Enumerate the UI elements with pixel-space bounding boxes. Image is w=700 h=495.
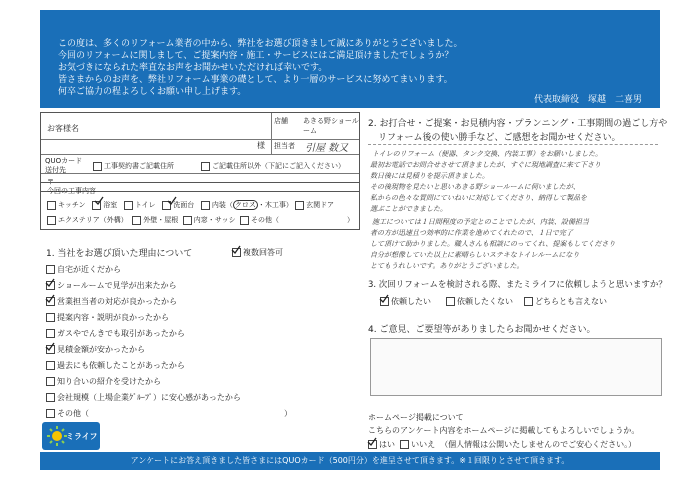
footer-banner: アンケートにお答え頂きました皆さまにはQUOカード（500円分）を進呈させて頂きます。※１回限りとさせて頂きます。 <box>40 452 660 470</box>
q2-hand-3: 数日後には見積りを提示頂きました。 <box>370 172 489 180</box>
q4-answer-box[interactable] <box>370 338 662 396</box>
q2-title: 2. お打合せ・ご提案・お見積内容・プランニング・工事期間の過ごし方や <box>368 119 668 129</box>
checkbox[interactable] <box>446 297 455 306</box>
q2-hand-1: トイレのリフォーム（便器、タンク交換、内装工事）をお願いしました。 <box>372 150 603 158</box>
q3-title: 3. 次回リフォームを検討される際、またミライフに依頼しようと思いますか？ <box>368 280 667 290</box>
header-line-4: 皆さまからのお声を、弊社リフォーム事業の礎として、より一層のサービスに努めてまいります。 <box>58 75 453 85</box>
work-row-2: エクステリア（外構） 外壁・屋根 内窓・サッシ その他（ <box>47 215 279 225</box>
q1-option-3[interactable]: 営業担当者の対応が良かったから <box>46 296 177 307</box>
checkbox[interactable] <box>524 297 533 306</box>
check-mark-icon <box>379 294 389 304</box>
option-other-address[interactable]: ご記載住所以外（下記にご記入ください） <box>201 161 345 171</box>
q2-hand-6: 選ぶことができました。 <box>370 205 447 213</box>
divider <box>41 173 359 174</box>
store-label: 店舗 <box>274 117 288 125</box>
q1-option-2[interactable]: ショールームで見学が出来たから <box>46 280 177 291</box>
checkbox[interactable] <box>46 393 55 402</box>
q2-hand-8: 者の方が迅速且つ効率的に作業を進めてくれたので、１日で完了 <box>370 229 573 237</box>
check-mark-icon <box>367 437 377 447</box>
q1-other-end: ） <box>284 409 292 418</box>
hp-answer-row <box>368 439 636 450</box>
checkbox[interactable] <box>295 201 304 210</box>
hp-question: こちらのアンケート内容をホームページに掲載してもよろしいでしょうか。 <box>368 426 640 435</box>
checkbox[interactable] <box>46 409 55 418</box>
check-mark-icon <box>231 245 241 255</box>
work-content-box <box>40 182 360 230</box>
q2-hand-4: その後現物を見たいと思いあきる野ショールームに伺いましたが、 <box>370 183 580 191</box>
checkbox[interactable] <box>47 201 56 210</box>
signature: 代表取締役 塚越 二喜男 <box>533 95 642 105</box>
q2-title-2: リフォーム後の使い勝手など、ご感想をお聞かせください。 <box>378 133 621 143</box>
header-line-1: この度は、多くのリフォーム業者の中から、弊社をお選び頂きまして誠にありがとうございました。 <box>58 39 463 49</box>
logo-text: ミライフ <box>66 432 98 441</box>
q3-option-1[interactable]: 依頼したい <box>380 296 431 307</box>
q1-option-6[interactable]: 見積金額が安かったから <box>46 344 145 355</box>
q2-hand-9: して頂けて助かりました。職人さんも相談にのってくれ、提案もしてくださり <box>370 240 616 248</box>
q1-option-5[interactable]: ガスやでんきでも取引があったから <box>46 328 185 339</box>
customer-form <box>40 112 360 192</box>
q1-option-1[interactable]: 自宅が近くだから <box>46 264 121 275</box>
q4-title: 4. ご意見、ご要望等がありましたらお聞かせください。 <box>368 325 596 335</box>
check-mark-icon <box>94 196 104 206</box>
checkbox[interactable] <box>46 361 55 370</box>
work-row-2-end: ） <box>347 216 354 224</box>
checkbox[interactable] <box>183 216 192 225</box>
q1-option-4[interactable]: 提案内容・説明が良かったから <box>46 312 169 323</box>
work-row-1: キッチン 浴室 トイレ 洗面台 内装（ クロス ・木工事） 玄関ドア <box>47 200 334 210</box>
checkbox[interactable] <box>400 440 409 449</box>
hp-yes-option[interactable]: はい <box>368 440 395 449</box>
header-line-5: 何卒ご協力の程よろしくお願い申し上げます。 <box>58 87 247 97</box>
option-contract-address[interactable]: 工事契約書ご記載住所 <box>93 161 174 171</box>
q2-hand-2: 最初お電話でお問合せさせて頂きましたが、すぐに現地調査に来て下さり <box>370 161 601 169</box>
check-mark-icon <box>167 196 177 206</box>
store-value: あきる野ショールーム <box>303 117 359 135</box>
divider <box>271 113 272 154</box>
q2-answer-area[interactable] <box>368 144 658 270</box>
checkbox[interactable] <box>47 216 56 225</box>
checkbox[interactable] <box>93 162 102 171</box>
hp-note: （個人情報は公開いたしませんのでご安心ください。） <box>440 440 637 449</box>
sun-logo-icon <box>46 425 68 447</box>
q1-option-10[interactable]: その他（ <box>46 408 89 419</box>
postal-mark: 〒 <box>47 178 54 186</box>
q2-hand-5: 私からの色々な質問にていねいに対応してくださり、納得して製品を <box>370 194 587 202</box>
check-mark-icon <box>45 342 55 352</box>
work-title: 今回の工事内容 <box>47 187 96 195</box>
check-mark-icon <box>45 278 55 288</box>
checkbox[interactable] <box>46 265 55 274</box>
checkbox[interactable] <box>240 216 249 225</box>
checkbox[interactable] <box>46 377 55 386</box>
checkbox[interactable] <box>201 162 210 171</box>
staff-label: 担当者 <box>274 142 295 150</box>
q1-title: 1. 当社をお選び頂いた理由について <box>46 249 193 259</box>
company-logo <box>42 422 100 450</box>
q3-option-2[interactable]: 依頼したくない <box>446 296 513 307</box>
checkbox[interactable] <box>132 216 141 225</box>
q2-hand-11: とてもうれしいです。ありがとうございました。 <box>370 262 524 270</box>
checkbox-checked[interactable] <box>201 201 210 210</box>
q1-multi: 複数回答可 <box>232 247 283 258</box>
q2-hand-10: 自分が想像していた以上に素晴らしいステキなトイレルームになり <box>370 251 580 259</box>
header-line-3: お気づきになられた率直なお声をお聞かせいただければ幸いです。 <box>58 63 328 73</box>
q1-option-8[interactable]: 知り合いの紹介を受けたから <box>46 376 161 387</box>
hp-title: ホームページ掲載について <box>368 413 464 422</box>
checkbox[interactable] <box>46 329 55 338</box>
q1-option-7[interactable]: 過去にも依頼したことがあったから <box>46 360 185 371</box>
checkbox[interactable] <box>46 313 55 322</box>
checkbox-checked[interactable] <box>124 201 133 210</box>
q2-hand-7: 施工については１日間程度の予定とのことでしたが、内装、設備担当 <box>372 218 589 226</box>
staff-value: 引屋 数又 <box>305 143 349 154</box>
quocard-label: QUOカード送付先 <box>45 157 83 174</box>
divider <box>41 154 359 155</box>
hp-no-option[interactable]: いいえ <box>400 440 435 449</box>
customer-label: お客様名 <box>47 124 79 133</box>
sama-label: 様 <box>257 141 265 150</box>
check-mark-icon <box>45 294 55 304</box>
q3-option-3[interactable]: どちらとも言えない <box>524 296 607 307</box>
header-line-2: 今回のリフォームに関しまして、ご提案内容・施工・サービスにはご満足頂けましたでしょうか？ <box>58 51 454 61</box>
q1-option-9[interactable]: 会社規模（上場企業ｸﾞﾙｰﾌﾟ）に安心感があったから <box>46 392 241 403</box>
header-banner <box>40 10 660 108</box>
